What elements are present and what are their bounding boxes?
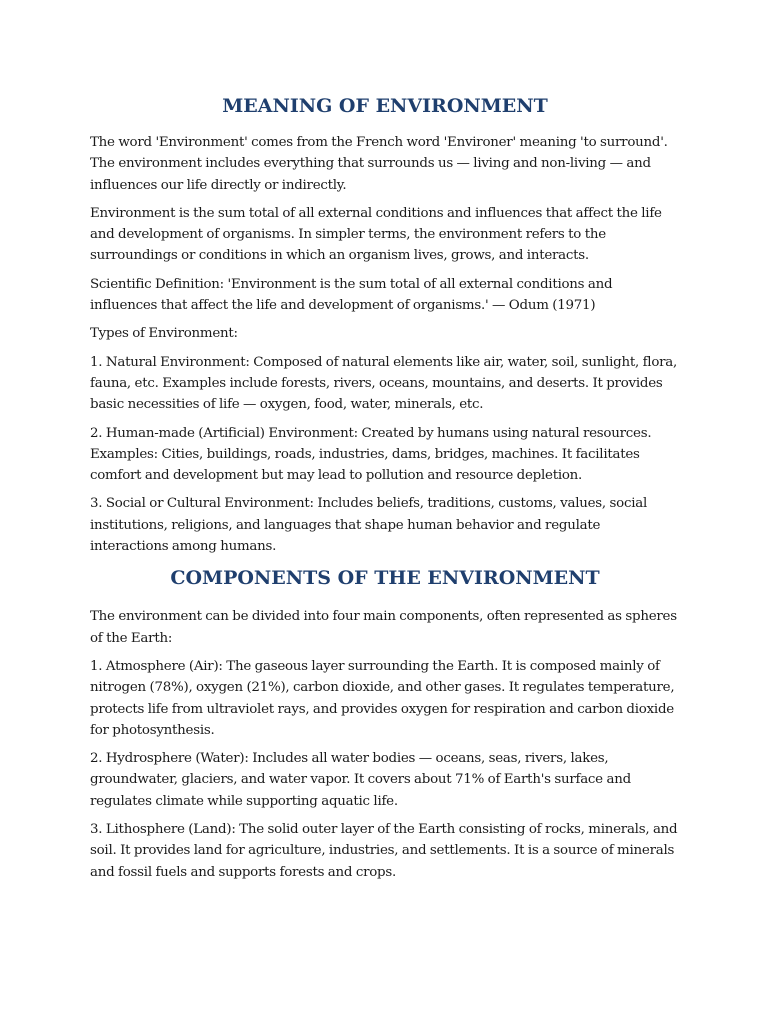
paragraph-atmosphere: 1. Atmosphere (Air): The gaseous layer surrounding the Earth. It is composed mainly of nitrogen (78%), oxygen (21%), carbon dioxide, and other gases. It regulates temperature, protects life from ultraviolet rays, and provides oxygen for respiration and carbon dioxide for photosynthesis. — [90, 658, 675, 738]
paragraph-human-made-environment: 2. Human-made (Artificial) Environment: Created by humans using natural resources. Examples: Cities, buildings, roads, industries, dams, bridges, machines. It facilitates comfort and development but may lead to pollution and resource depletion. — [90, 425, 652, 484]
paragraph-natural-environment: 1. Natural Environment: Composed of natural elements like air, water, soil, sunlight, flora, fauna, etc. Examples include forests, rivers, oceans, mountains, and deserts. It provides basic necessities of life — oxygen, food, water, minerals, etc. — [90, 354, 678, 413]
paragraph-types-heading: Types of Environment: — [90, 326, 238, 342]
heading-meaning-of-environment: MEANING OF ENVIRONMENT — [222, 95, 548, 117]
paragraph-social-environment: 3. Social or Cultural Environment: Includes beliefs, traditions, customs, values, social institutions, religions, and languages that shape human behavior and regulate interactions among humans. — [90, 496, 647, 555]
document-body — [90, 92, 680, 890]
paragraph-components-intro: The environment can be divided into four main components, often represented as spheres of the Earth: — [90, 609, 677, 646]
paragraph-word-origin: The word 'Environment' comes from the French word 'Environer' meaning 'to surround'. The environment includes everything that surrounds us — living and non-living — and influences our life directly or indirectly. — [90, 135, 668, 193]
paragraph-definition: Environment is the sum total of all external conditions and influences that affect the life and development of organisms. In simpler terms, the environment refers to the surroundings or conditions in which an organism lives, grows, and interacts. — [90, 205, 662, 264]
paragraph-lithosphere: 3. Lithosphere (Land): The solid outer layer of the Earth consisting of rocks, minerals, and soil. It provides land for agriculture, industries, and settlements. It is a source of minerals and fossil fuels and supports forests and crops. — [90, 822, 678, 880]
heading-components-of-environment: COMPONENTS OF THE ENVIRONMENT — [170, 567, 600, 590]
paragraph-hydrosphere: 2. Hydrosphere (Water): Includes all water bodies — oceans, seas, rivers, lakes, groundwater, glaciers, and water vapor. It covers about 71% of Earth's surface and regulates climate while supporting aquatic life. — [90, 751, 631, 809]
paragraph-scientific-definition: Scientific Definition: 'Environment is the sum total of all external conditions and influences that affect the life and development of organisms.' — Odum (1971) — [90, 276, 613, 314]
